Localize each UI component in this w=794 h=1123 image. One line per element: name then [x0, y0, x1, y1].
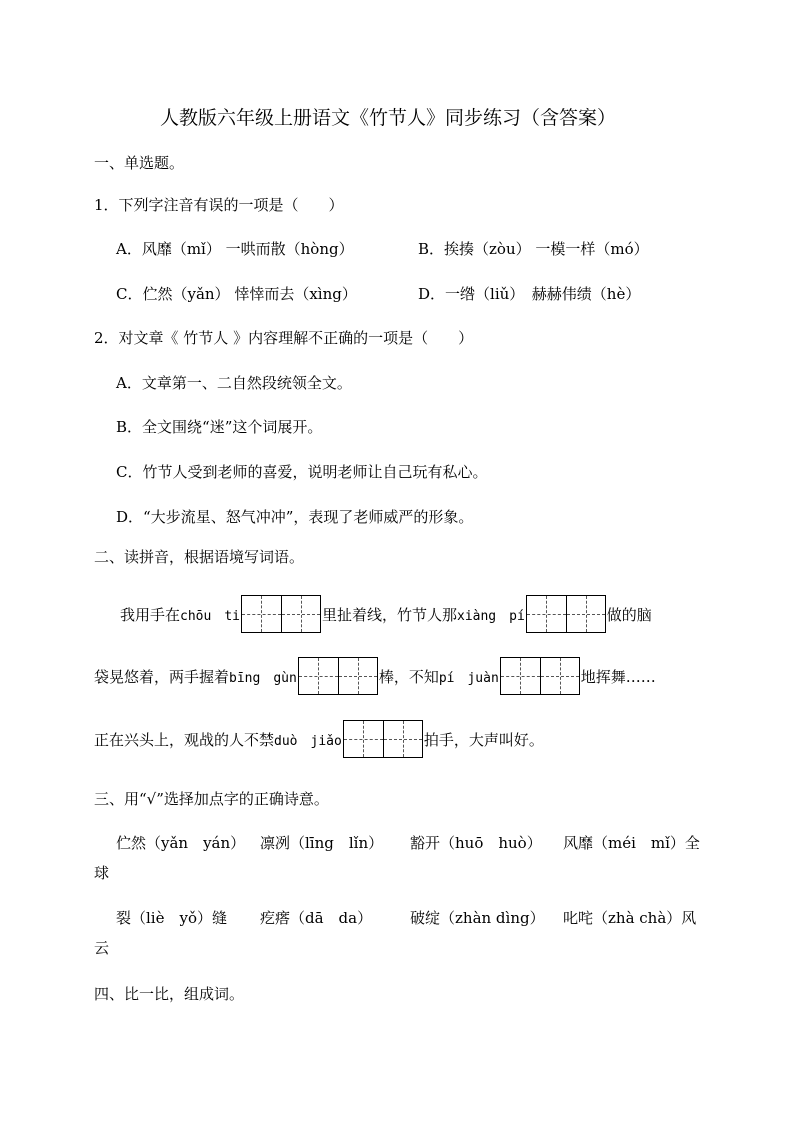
pinyin-text: xiàng pí: [457, 608, 525, 624]
choice-item: 伫然（yǎn yán）: [116, 834, 246, 852]
question-2-option-d: D．“大步流星、怒气冲冲”，表现了老师威严的形象。: [116, 508, 474, 526]
section-1-heading: 一、单选题。: [94, 154, 185, 172]
writing-grid[interactable]: [526, 595, 606, 633]
grid-cell[interactable]: [501, 658, 540, 694]
grid-cell[interactable]: [540, 658, 579, 694]
writing-grid[interactable]: [241, 595, 321, 633]
page-title: 人教版六年级上册语文《竹节人》同步练习（含答案）: [160, 107, 617, 129]
writing-grid[interactable]: [298, 657, 378, 695]
question-1-option-a: A．风靡（mǐ） 一哄而散（hòng）: [116, 240, 354, 258]
pinyin-text: bīng gùn: [229, 670, 297, 686]
pinyin-line-2: [94, 656, 656, 696]
text-segment: 棒，不知: [378, 667, 439, 686]
choice-item: 破绽（zhàn dìng）: [410, 909, 545, 927]
question-1-option-c: C．伫然（yǎn） 悻悻而去（xìng）: [116, 285, 357, 303]
grid-cell[interactable]: [299, 658, 338, 694]
writing-grid[interactable]: [500, 657, 580, 695]
text-segment: 做的脑: [606, 605, 652, 624]
choice-item: 凛冽（līng lǐn）: [260, 834, 384, 852]
pinyin-line-1: [120, 594, 652, 634]
choice-item-wrap: 球: [94, 864, 110, 882]
choice-item: 豁开（huō huò）: [410, 834, 542, 852]
text-segment: 袋晃悠着，两手握着: [94, 667, 230, 686]
choice-item: 裂（liè yǒ）缝: [116, 909, 227, 927]
section-3-heading: 三、用“√”选择加点字的正确诗意。: [94, 790, 329, 808]
pinyin-line-3: [94, 719, 544, 759]
choice-item: 风靡（méi mǐ）全: [563, 834, 700, 852]
grid-cell[interactable]: [383, 721, 422, 757]
grid-cell[interactable]: [242, 596, 281, 632]
text-segment: 地挥舞……: [580, 667, 656, 686]
writing-grid[interactable]: [343, 720, 423, 758]
grid-cell[interactable]: [338, 658, 377, 694]
question-2-option-c: C．竹节人受到老师的喜爱，说明老师让自己玩有私心。: [116, 463, 488, 481]
question-2-option-a: A．文章第一、二自然段统领全文。: [116, 374, 352, 392]
question-2-option-b: B．全文围绕“迷”这个词展开。: [116, 418, 323, 436]
pinyin-text: duò jiǎo: [274, 733, 342, 749]
text-segment: 正在兴头上，观战的人不禁: [94, 730, 275, 749]
question-2-stem: 2．对文章《 竹节人 》内容理解不正确的一项是（ ）: [94, 329, 474, 347]
text-segment: 里扯着线，竹节人那: [321, 605, 457, 624]
choice-item: 叱咤（zhà chà）风: [563, 909, 697, 927]
section-2-heading: 二、读拼音，根据语境写词语。: [94, 548, 305, 566]
grid-cell[interactable]: [527, 596, 566, 632]
pinyin-text: chōu ti: [180, 608, 240, 624]
grid-cell[interactable]: [281, 596, 320, 632]
question-1-option-b: B．挨揍（zòu） 一模一样（mó）: [418, 240, 649, 258]
question-1-option-d: D．一绺（liǔ） 赫赫伟绩（hè）: [418, 285, 641, 303]
section-4-heading: 四、比一比，组成词。: [94, 985, 245, 1003]
question-1-stem: 1．下列字注音有误的一项是（ ）: [94, 196, 344, 214]
grid-cell[interactable]: [344, 721, 383, 757]
text-segment: 拍手，大声叫好。: [423, 730, 544, 749]
pinyin-text: pí juàn: [438, 670, 499, 686]
choice-item-wrap: 云: [94, 939, 110, 957]
text-segment: 我用手在: [120, 605, 181, 624]
choice-item: 疙瘩（dā da）: [260, 909, 373, 927]
grid-cell[interactable]: [566, 596, 605, 632]
